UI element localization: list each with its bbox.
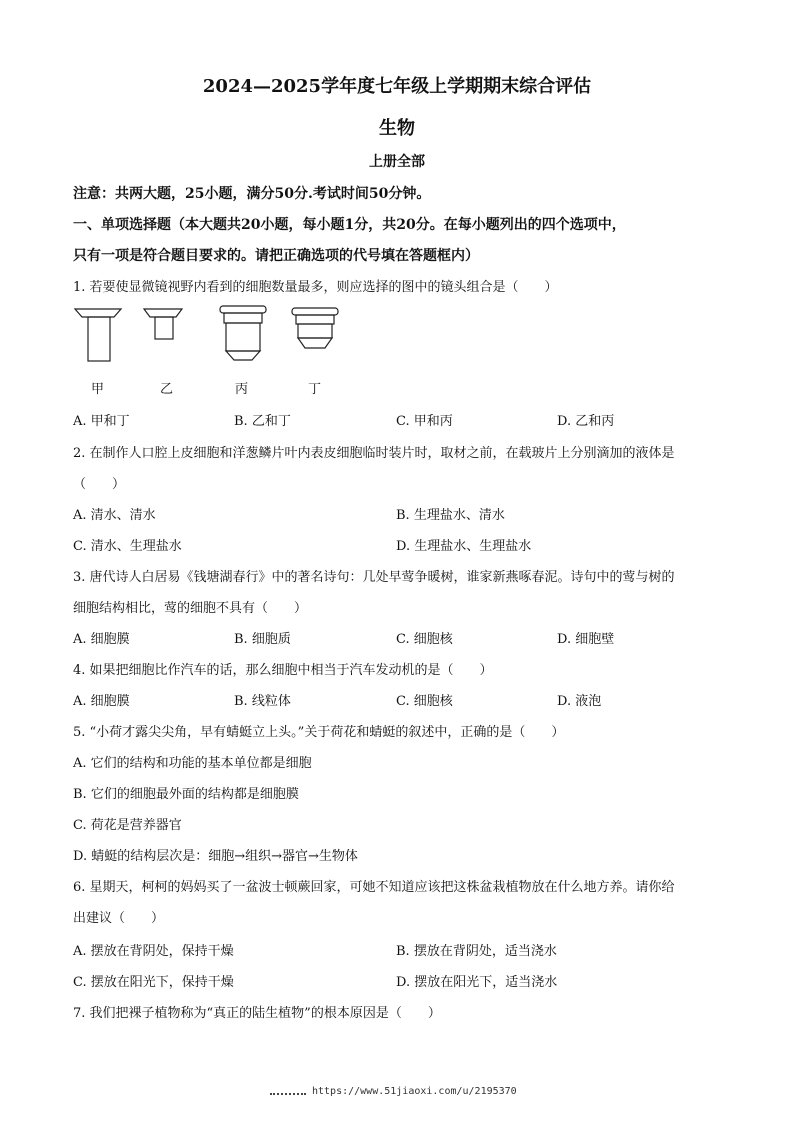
q2-option-b: B. 生理盐水、清水 <box>396 508 505 523</box>
q2-option-a: A. 清水、清水 <box>73 508 156 523</box>
footer-url: https://www.51jiaoxi.com/u/2195370 <box>312 1086 517 1097</box>
q4-option-d: D. 液泡 <box>557 694 602 709</box>
q4-option-a: A. 细胞膜 <box>73 694 130 709</box>
question-6-text-line2: 出建议（ ） <box>73 911 165 926</box>
q1-option-b: B. 乙和丁 <box>234 414 291 429</box>
question-3-text-line2: 细胞结构相比，莺的细胞不具有（ ） <box>73 601 308 616</box>
q1-option-d: D. 乙和丙 <box>557 414 615 429</box>
figure-label-bing: 丙 <box>235 382 249 397</box>
question-4-text: 4. 如果把细胞比作汽车的话，那么细胞中相当于汽车发动机的是（ ） <box>73 663 493 678</box>
q3-option-c: C. 细胞核 <box>396 632 453 647</box>
subject-title: 生物 <box>379 118 415 139</box>
exam-title: 2024—2025学年度七年级上学期期末综合评估 <box>202 76 592 97</box>
footer-watermark <box>270 1086 517 1097</box>
q5-option-b: B. 它们的细胞最外面的结构都是细胞膜 <box>73 787 299 802</box>
q2-option-d: D. 生理盐水、生理盐水 <box>396 539 532 554</box>
q6-option-c: C. 摆放在阳光下，保持干燥 <box>73 975 234 990</box>
question-3-text-line1: 3. 唐代诗人白居易《钱塘湖春行》中的著名诗句：几处早莺争暖树，谁家新燕啄春泥。诗句中的莺与树的 <box>73 570 675 585</box>
q5-option-c: C. 荷花是营养器官 <box>73 818 182 833</box>
scope-label: 上册全部 <box>369 154 425 170</box>
q6-option-d: D. 摆放在阳光下，适当浇水 <box>396 975 558 990</box>
q4-option-b: B. 线粒体 <box>234 694 291 709</box>
q1-option-a: A. 甲和丁 <box>73 414 130 429</box>
section-heading-line2: 只有一项是符合题目要求的。请把正确选项的代号填在答题框内） <box>73 248 479 264</box>
figure-label-yi: 乙 <box>160 382 174 397</box>
notice: 注意：共两大题，25小题，满分50分.考试时间50分钟。 <box>73 186 431 202</box>
lens-bing-icon <box>220 306 266 360</box>
lens-figure <box>70 302 350 372</box>
figure-label-jia: 甲 <box>91 382 105 397</box>
question-1-text: 1. 若要使显微镜视野内看到的细胞数量最多，则应选择的图中的镜头组合是（ ） <box>73 280 558 295</box>
question-2-text-line1: 2. 在制作人口腔上皮细胞和洋葱鳞片叶内表皮细胞临时装片时，取材之前，在载玻片上分别滴加的液体是 <box>73 446 675 461</box>
q6-option-b: B. 摆放在背阴处，适当浇水 <box>396 944 557 959</box>
lens-yi-icon <box>144 309 182 339</box>
q3-option-a: A. 细胞膜 <box>73 632 130 647</box>
question-5-text: 5. “小荷才露尖尖角，早有蜻蜓立上头。”关于荷花和蜻蜓的叙述中，正确的是（ ） <box>73 725 565 740</box>
footer-logo-icon <box>270 1087 306 1095</box>
q3-option-b: B. 细胞质 <box>234 632 291 647</box>
q5-option-a: A. 它们的结构和功能的基本单位都是细胞 <box>73 756 312 771</box>
q5-option-d: D. 蜻蜓的结构层次是：细胞→组织→器官→生物体 <box>73 849 358 864</box>
lens-ding-icon <box>292 308 338 348</box>
q6-option-a: A. 摆放在背阴处，保持干燥 <box>73 944 234 959</box>
question-7-text: 7. 我们把裸子植物称为“真正的陆生植物”的根本原因是（ ） <box>73 1006 441 1021</box>
question-6-text-line1: 6. 星期天，柯柯的妈妈买了一盆波士顿蕨回家，可她不知道应该把这株盆栽植物放在什么地方养。请你给 <box>73 880 675 895</box>
lens-jia-icon <box>75 309 121 361</box>
figure-label-ding: 丁 <box>308 382 322 397</box>
q4-option-c: C. 细胞核 <box>396 694 453 709</box>
section-heading-line1: 一、单项选择题（本大题共20小题，每小题1分，共20分。在每小题列出的四个选项中， <box>73 217 626 233</box>
q1-option-c: C. 甲和丙 <box>396 414 453 429</box>
q2-option-c: C. 清水、生理盐水 <box>73 539 182 554</box>
q3-option-d: D. 细胞壁 <box>557 632 615 647</box>
question-2-text-line2: （ ） <box>73 477 126 492</box>
